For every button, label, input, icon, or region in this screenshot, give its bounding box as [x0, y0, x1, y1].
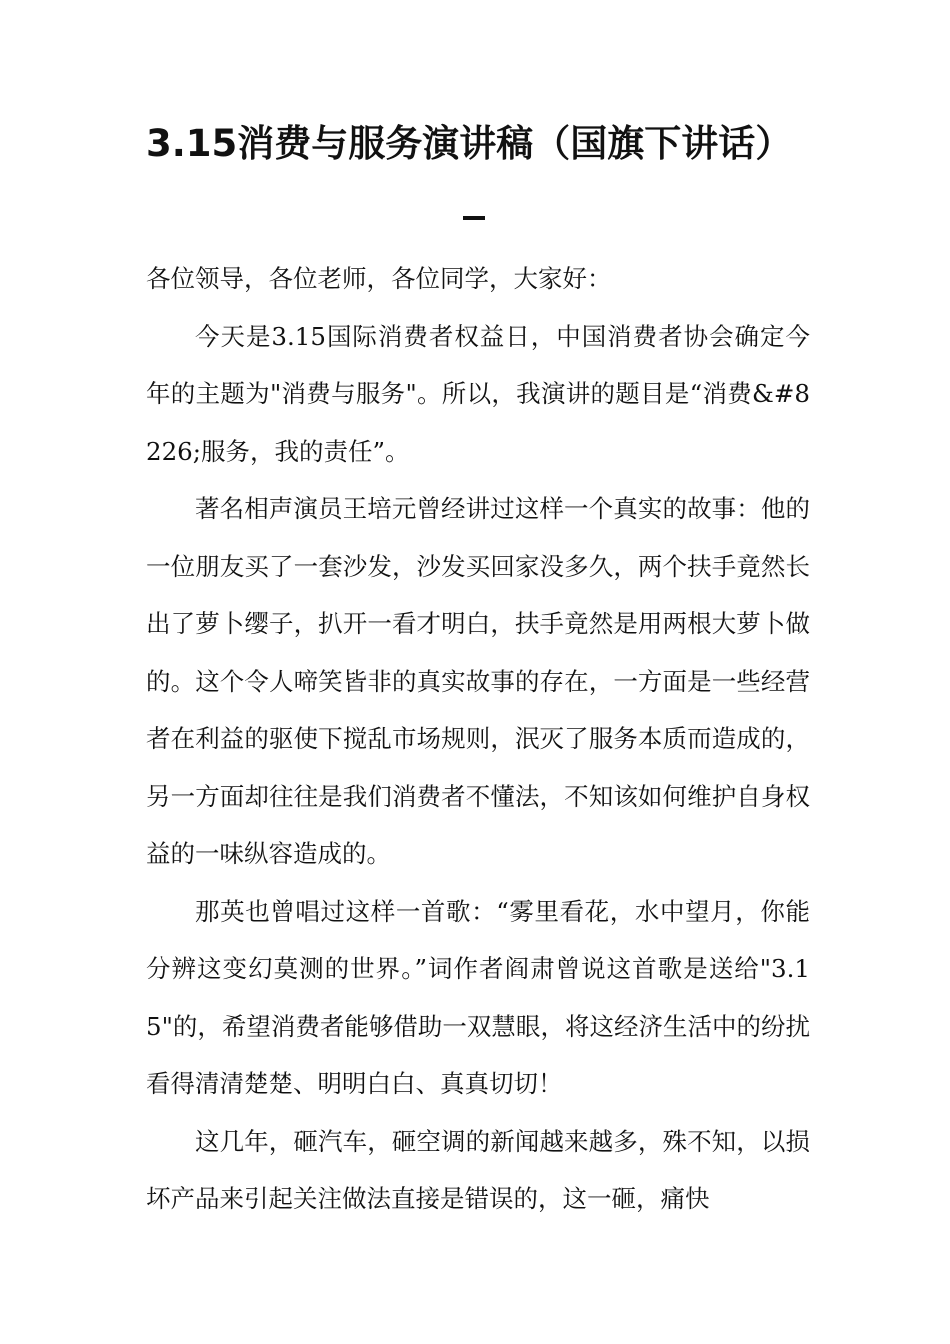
body-paragraph: 今天是3.15国际消费者权益日，中国消费者协会确定今年的主题为"消费与服务"。所以，我演讲的题目是“消费&#8226;服务，我的责任”。: [146, 321, 810, 466]
body-paragraph: 那英也曾唱过这样一首歌：“雾里看花，水中望月，你能分辨这变幻莫测的世界。”词作者阎肃曾说这首歌是送给"3.15"的，希望消费者能够借助一双慧眼，将这经济生活中的纷扰看得清清楚楚、明明白白、真真切切！: [146, 896, 810, 1098]
title-underline-mark: [463, 216, 485, 220]
document-body: [146, 250, 810, 1228]
body-paragraph: 著名相声演员王培元曾经讲过这样一个真实的故事：他的一位朋友买了一套沙发，沙发买回家没多久，两个扶手竟然长出了萝卜缨子，扒开一看才明白，扶手竟然是用两根大萝卜做的。这个令人啼笑皆非的真实故事的存在，一方面是一些经营者在利益的驱使下搅乱市场规则，泯灭了服务本质而造成的，另一方面却往往是我们消费者不懂法，不知该如何维护自身权益的一味纵容造成的。: [146, 494, 810, 868]
greeting-paragraph: 各位领导，各位老师，各位同学，大家好：: [146, 264, 612, 293]
document-title: 3.15消费与服务演讲稿（国旗下讲话）: [146, 122, 793, 165]
body-paragraph: 这几年，砸汽车，砸空调的新闻越来越多，殊不知，以损坏产品来引起关注做法直接是错误的，这一砸，痛快: [146, 1126, 810, 1213]
